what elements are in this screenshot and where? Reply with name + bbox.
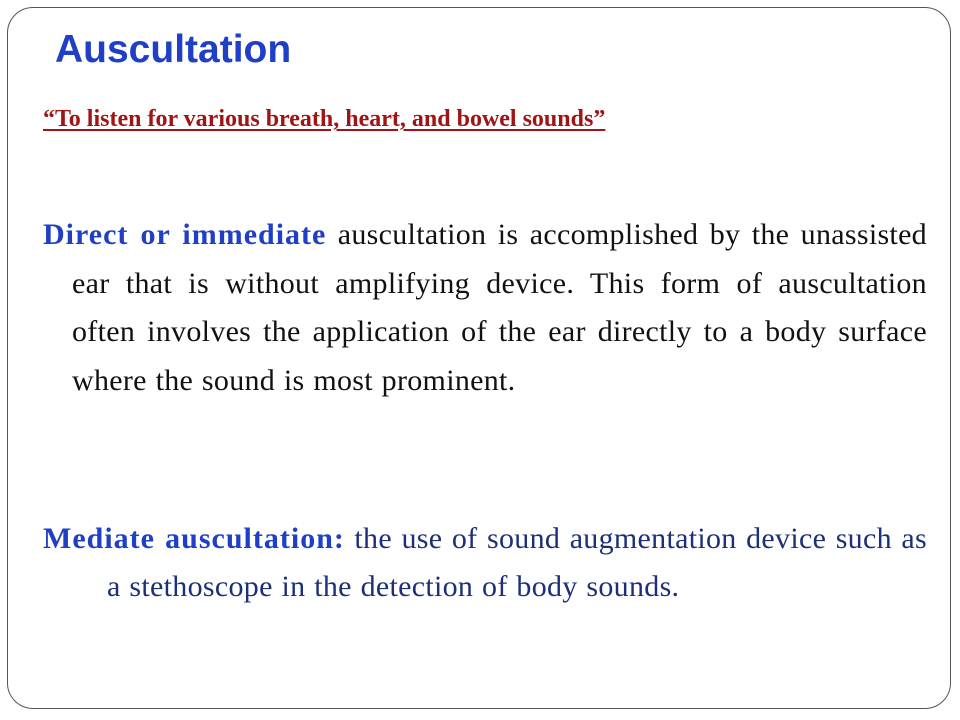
definition-quote: “To listen for various breath, heart, and bowel sounds” xyxy=(43,106,606,132)
direct-auscultation-text: auscultation is accomplished by the unassisted ear that is without amplifying device. This form of auscultation often involves the application of the ear directly to a body surface where the sound is most prominent. xyxy=(72,218,927,397)
slide-title: Auscultation xyxy=(55,28,292,71)
direct-auscultation-paragraph xyxy=(43,211,927,405)
direct-auscultation-term: Direct or immediate xyxy=(43,218,327,251)
mediate-auscultation-text: the use of sound augmentation device such as a stethoscope in the detection of body sounds. xyxy=(107,522,928,603)
slide-frame xyxy=(7,7,951,709)
mediate-auscultation-paragraph xyxy=(43,515,927,611)
mediate-auscultation-term: Mediate auscultation: xyxy=(43,522,345,555)
